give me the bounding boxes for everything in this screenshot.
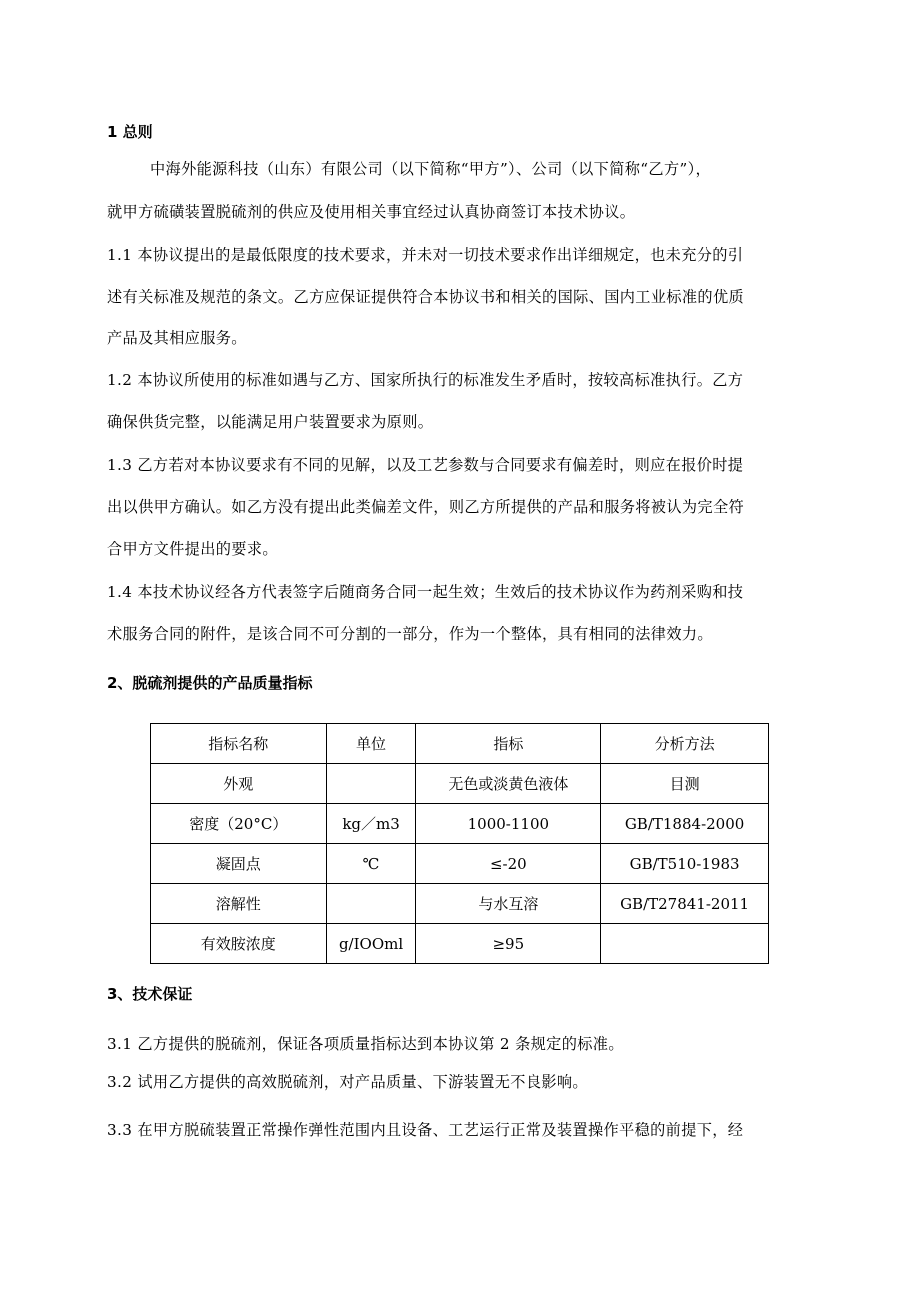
table-row bbox=[151, 804, 769, 844]
table-cell: 无色或淡黄色液体 bbox=[416, 764, 601, 804]
clause-1-3-line: 合甲方文件提出的要求。 bbox=[107, 540, 278, 558]
paragraph-line: 就甲方硫磺装置脱硫剂的供应及使用相关事宜经过认真协商签订本技术协议。 bbox=[107, 203, 636, 221]
section-2-heading: 2、脱硫剂提供的产品质量指标 bbox=[107, 674, 313, 692]
clause-1-3-line: 出以供甲方确认。如乙方没有提出此类偏差文件，则乙方所提供的产品和服务将被认为完全符 bbox=[107, 498, 745, 516]
clause-1-1-line: 1.1 本协议提出的是最低限度的技术要求，并未对一切技术要求作出详细规定，也未充分的引 bbox=[107, 246, 744, 264]
table-cell: kg／m3 bbox=[326, 804, 416, 844]
clause-1-3-line: 1.3 乙方若对本协议要求有不同的见解，以及工艺参数与合同要求有偏差时，则应在报价时提 bbox=[107, 456, 744, 474]
table-cell bbox=[326, 884, 416, 924]
header-cell: 指标名称 bbox=[151, 724, 327, 764]
clause-3-3-line: 3.3 在甲方脱硫装置正常操作弹性范围内且设备、工艺运行正常及装置操作平稳的前提下，经 bbox=[107, 1121, 744, 1139]
quality-spec-table bbox=[150, 723, 769, 964]
clause-1-1-line: 产品及其相应服务。 bbox=[107, 329, 247, 347]
header-cell: 指标 bbox=[416, 724, 601, 764]
table-cell: ≥95 bbox=[416, 924, 601, 964]
table-cell: GB/T1884-2000 bbox=[601, 804, 769, 844]
table-cell: GB/T510-1983 bbox=[601, 844, 769, 884]
section-3-heading: 3、技术保证 bbox=[107, 985, 193, 1003]
table-header-row bbox=[151, 724, 769, 764]
table-cell: 与水互溶 bbox=[416, 884, 601, 924]
header-cell: 单位 bbox=[326, 724, 416, 764]
table-row bbox=[151, 844, 769, 884]
table-row bbox=[151, 924, 769, 964]
table-cell: GB/T27841-2011 bbox=[601, 884, 769, 924]
clause-1-4-line: 术服务合同的附件，是该合同不可分割的一部分，作为一个整体，具有相同的法律效力。 bbox=[107, 625, 713, 643]
table-cell: g/IOOml bbox=[326, 924, 416, 964]
table-cell bbox=[601, 924, 769, 964]
clause-3-1-line: 3.1 乙方提供的脱硫剂，保证各项质量指标达到本协议第 2 条规定的标准。 bbox=[107, 1035, 624, 1053]
header-cell: 分析方法 bbox=[601, 724, 769, 764]
table-cell: 有效胺浓度 bbox=[151, 924, 327, 964]
clause-1-2-line: 1.2 本协议所使用的标准如遇与乙方、国家所执行的标准发生矛盾时，按较高标准执行。乙方 bbox=[107, 371, 744, 389]
section-1-heading: 1 总则 bbox=[107, 123, 153, 141]
table-row bbox=[151, 764, 769, 804]
table-cell: 1000-1100 bbox=[416, 804, 601, 844]
clause-1-2-line: 确保供货完整，以能满足用户装置要求为原则。 bbox=[107, 413, 434, 431]
clause-1-4-line: 1.4 本技术协议经各方代表签字后随商务合同一起生效；生效后的技术协议作为药剂采购和技 bbox=[107, 583, 744, 601]
clause-1-1-line: 述有关标准及规范的条文。乙方应保证提供符合本协议书和相关的国际、国内工业标准的优质 bbox=[107, 288, 745, 306]
table-cell: ≤-20 bbox=[416, 844, 601, 884]
table-cell bbox=[326, 764, 416, 804]
table-cell: 溶解性 bbox=[151, 884, 327, 924]
table-cell: 密度（20°C） bbox=[151, 804, 327, 844]
table-cell: ℃ bbox=[326, 844, 416, 884]
paragraph-line: 中海外能源科技（山东）有限公司（以下简称“甲方”）、公司（以下简称“乙方”）， bbox=[150, 160, 712, 178]
table-cell: 凝固点 bbox=[151, 844, 327, 884]
table-cell: 目测 bbox=[601, 764, 769, 804]
table-row bbox=[151, 884, 769, 924]
table-cell: 外观 bbox=[151, 764, 327, 804]
clause-3-2-line: 3.2 试用乙方提供的高效脱硫剂，对产品质量、下游装置无不良影响。 bbox=[107, 1073, 588, 1091]
